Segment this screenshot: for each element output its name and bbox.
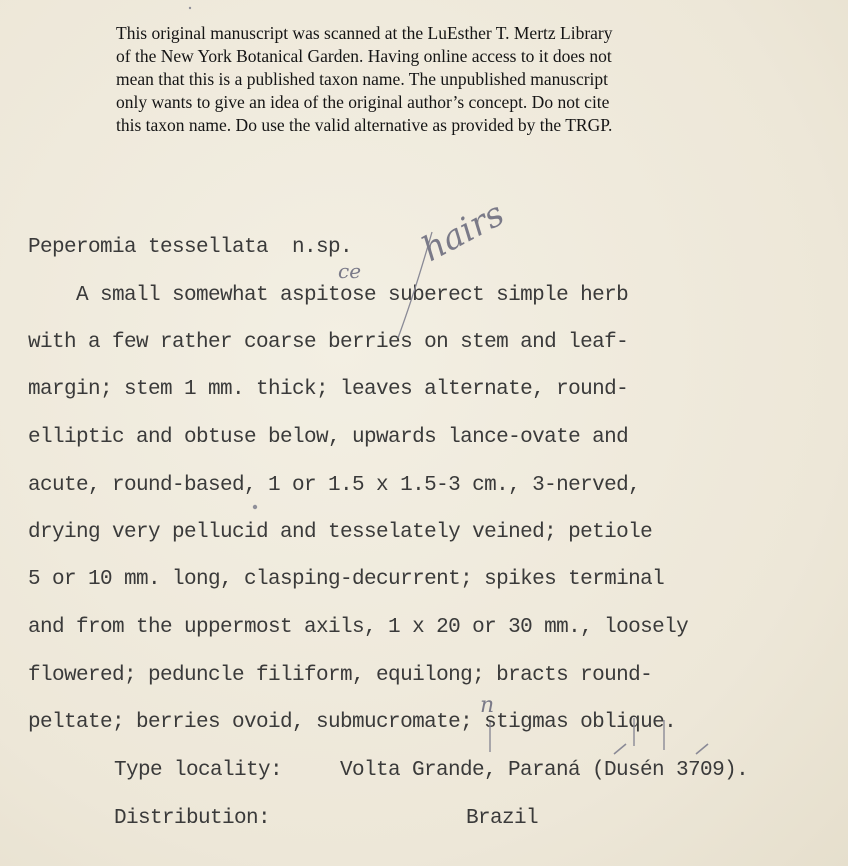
species-title: Peperomia tessellata n.sp.: [28, 236, 353, 259]
annotation-stroke: [614, 744, 626, 754]
notice-line: This original manuscript was scanned at the LuEsther T. Mertz Library: [116, 23, 613, 43]
annotation-n: n: [480, 693, 495, 718]
notice-line: this taxon name. Do use the valid alternative as provided by the TRGP.: [116, 115, 613, 135]
annotation-hairs: hairs: [415, 193, 511, 270]
type-locality-value: Volta Grande, Paraná (Dusén 3709).: [340, 759, 749, 782]
annotation-stroke: [696, 744, 708, 754]
description-line: margin; stem 1 mm. thick; leaves alternate, round-: [28, 378, 629, 401]
description-line: drying very pellucid and tesselately veined; petiole: [28, 521, 653, 544]
description-line: elliptic and obtuse below, upwards lance-ovate and: [28, 426, 629, 449]
pencil-dot: [253, 505, 257, 509]
distribution-value: Brazil: [466, 807, 539, 830]
description-line: acute, round-based, 1 or 1.5 x 1.5-3 cm., 3-nerved,: [28, 474, 641, 497]
distribution-label: Distribution:: [114, 807, 271, 830]
description-line: with a few rather coarse berries on stem and leaf-: [28, 331, 629, 354]
annotation-ce: ce: [338, 259, 362, 283]
notice-line: mean that this is a published taxon name. The unpublished manuscript: [116, 69, 609, 89]
type-locality-label: Type locality:: [114, 759, 283, 782]
pencil-dot: [189, 7, 191, 9]
description-line: 5 or 10 mm. long, clasping-decurrent; spikes terminal: [28, 568, 665, 591]
description-line: flowered; peduncle filiform, equilong; bracts round-: [28, 664, 653, 687]
description-line: peltate; berries ovoid, submucromate; stigmas oblique.: [28, 711, 677, 734]
scan-notice: [116, 22, 756, 137]
description-line: A small somewhat aspitose suberect simple herb: [28, 284, 629, 307]
notice-line: only wants to give an idea of the original author’s concept. Do not cite: [116, 92, 610, 112]
description-line: and from the uppermost axils, 1 x 20 or 30 mm., loosely: [28, 616, 689, 639]
notice-line: of the New York Botanical Garden. Having online access to it does not: [116, 46, 612, 66]
